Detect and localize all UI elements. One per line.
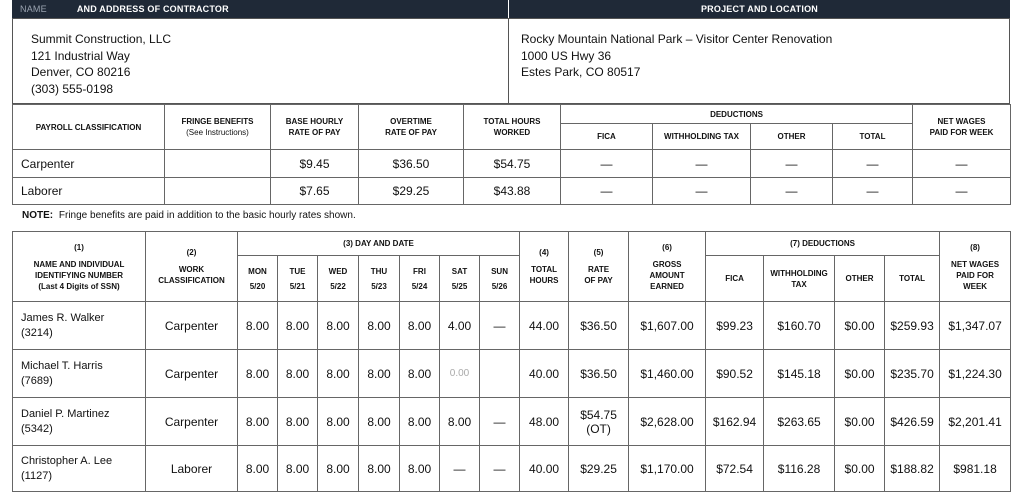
hours-tue: 8.00 — [278, 446, 318, 492]
rate-of-pay: $36.50 — [569, 302, 629, 350]
col-rate-header: (5) RATE OF PAY — [569, 232, 629, 302]
hours-fri: 8.00 — [400, 350, 440, 398]
hours-sat: 4.00 — [440, 302, 480, 350]
col-deductions-header: (7) DEDUCTIONS — [706, 232, 940, 256]
employee-row — [13, 446, 1011, 492]
project-line2: 1000 US Hwy 36 — [521, 48, 612, 63]
contractor-line2: 121 Industrial Way — [31, 48, 130, 63]
hours-sun: — — [480, 302, 520, 350]
contractor-line3: Denver, CO 80216 — [31, 65, 131, 79]
hours-wed: 8.00 — [318, 398, 359, 446]
project-header-bar — [509, 0, 1010, 18]
total-header: TOTAL — [885, 256, 940, 302]
gross-amount: $1,170.00 — [629, 446, 706, 492]
contractor-address — [12, 18, 509, 104]
withholding-header: WITHHOLDING TAX — [764, 256, 835, 302]
project-header-label: PROJECT AND LOCATION — [700, 4, 818, 14]
rate-net: — — [913, 150, 1011, 178]
withholding-amount: $160.70 — [764, 302, 835, 350]
contractor-line1: Summit Construction, LLC — [31, 32, 172, 46]
hours-sat: 0.00 — [440, 350, 480, 398]
hours-thu: 8.00 — [359, 302, 400, 350]
rate-hours: $43.88 — [464, 178, 561, 205]
hours-fri: 8.00 — [400, 302, 440, 350]
project-line1: Rocky Mountain National Park – Visitor Center Renovation — [521, 32, 833, 46]
payroll-table — [12, 231, 1011, 492]
rates-row — [13, 178, 1011, 205]
hours-sun: — — [480, 446, 520, 492]
project-address — [508, 18, 1010, 104]
note-text: Fringe benefits are paid in addition to the basic hourly rates shown. — [58, 210, 356, 221]
employee-row — [13, 350, 1011, 398]
hours-tue: 8.00 — [278, 302, 318, 350]
fica-amount: $162.94 — [706, 398, 764, 446]
rates-header-fringe: FRINGE BENEFITS (See Instructions) — [165, 105, 271, 150]
fica-header: FICA — [706, 256, 764, 302]
contractor-line4: (303) 555-0198 — [31, 81, 114, 96]
hours-sun — [480, 350, 520, 398]
hours-sun: — — [480, 398, 520, 446]
employee-id: (7689) — [21, 374, 53, 387]
employee-id: (3214) — [21, 326, 53, 339]
other-amount: $0.00 — [835, 398, 885, 446]
gross-amount: $1,607.00 — [629, 302, 706, 350]
employee-name-cell — [13, 446, 146, 492]
net-wages: $1,224.30 — [940, 350, 1011, 398]
rates-header-net: NET WAGES PAID FOR WEEK — [913, 105, 1011, 150]
work-classification: Laborer — [146, 446, 238, 492]
rate-classification: Laborer — [13, 178, 165, 205]
rates-header-fica: FICA — [561, 124, 653, 150]
total-deductions: $426.59 — [885, 398, 940, 446]
rate-overtime: $36.50 — [359, 150, 464, 178]
col-hours-header: (4) TOTAL HOURS — [520, 232, 569, 302]
rate-of-pay: $54.75 (OT) — [569, 398, 629, 446]
employee-row — [13, 302, 1011, 350]
col-name-header: (1) NAME AND INDIVIDUAL IDENTIFYING NUMBER (Last 4 Digits of SSN) — [13, 232, 146, 302]
payroll-form — [12, 0, 1010, 493]
withholding-amount: $263.65 — [764, 398, 835, 446]
hours-mon: 8.00 — [238, 446, 278, 492]
employee-id: (5342) — [21, 422, 53, 435]
fica-amount: $72.54 — [706, 446, 764, 492]
total-hours: 48.00 — [520, 398, 569, 446]
rate-net: — — [913, 178, 1011, 205]
rates-header-base: BASE HOURLY RATE OF PAY — [271, 105, 359, 150]
rates-header-classification: PAYROLL CLASSIFICATION — [13, 105, 165, 150]
rates-row — [13, 150, 1011, 178]
rate-classification: Carpenter — [13, 150, 165, 178]
employee-name: Michael T. Harris — [21, 359, 103, 372]
rate-overtime: $29.25 — [359, 178, 464, 205]
hours-wed: 8.00 — [318, 446, 359, 492]
rate-withholding: — — [653, 150, 751, 178]
rate-fringe — [165, 150, 271, 178]
hours-sat: 8.00 — [440, 398, 480, 446]
net-wages: $981.18 — [940, 446, 1011, 492]
rates-header-overtime: OVERTIME RATE OF PAY — [359, 105, 464, 150]
fica-amount: $99.23 — [706, 302, 764, 350]
day-header: MON 5/20 — [238, 256, 278, 302]
total-hours: 44.00 — [520, 302, 569, 350]
employee-name: James R. Walker — [21, 311, 105, 324]
rate-other: — — [751, 178, 833, 205]
day-header: SUN 5/26 — [480, 256, 520, 302]
rate-total: — — [833, 150, 913, 178]
hours-fri: 8.00 — [400, 446, 440, 492]
hours-thu: 8.00 — [359, 350, 400, 398]
rate-base: $7.65 — [271, 178, 359, 205]
rate-other: — — [751, 150, 833, 178]
work-classification: Carpenter — [146, 302, 238, 350]
hours-mon: 8.00 — [238, 302, 278, 350]
work-classification: Carpenter — [146, 350, 238, 398]
hours-tue: 8.00 — [278, 350, 318, 398]
hours-thu: 8.00 — [359, 446, 400, 492]
rate-base: $9.45 — [271, 150, 359, 178]
day-header: THU 5/23 — [359, 256, 400, 302]
col-gross-header: (6) GROSS AMOUNT EARNED — [629, 232, 706, 302]
net-wages: $2,201.41 — [940, 398, 1011, 446]
hours-fri: 8.00 — [400, 398, 440, 446]
rates-header-deductions: DEDUCTIONS — [561, 105, 913, 124]
hours-wed: 8.00 — [318, 302, 359, 350]
employee-name-cell — [13, 398, 146, 446]
hours-sat: — — [440, 446, 480, 492]
employee-name: Christopher A. Lee — [21, 454, 113, 467]
employee-row — [13, 398, 1011, 446]
contractor-header-label-a: NAME — [20, 4, 47, 14]
rate-fica: — — [561, 150, 653, 178]
day-header: FRI 5/24 — [400, 256, 440, 302]
other-header: OTHER — [835, 256, 885, 302]
withholding-amount: $145.18 — [764, 350, 835, 398]
note — [22, 210, 356, 221]
employee-id: (1127) — [21, 469, 52, 482]
total-deductions: $235.70 — [885, 350, 940, 398]
net-wages: $1,347.07 — [940, 302, 1011, 350]
col-work-header: (2) WORK CLASSIFICATION — [146, 232, 238, 302]
employee-name-cell — [13, 350, 146, 398]
employee-name-cell — [13, 302, 146, 350]
rate-total: — — [833, 178, 913, 205]
fica-amount: $90.52 — [706, 350, 764, 398]
other-amount: $0.00 — [835, 350, 885, 398]
rates-header-other: OTHER — [751, 124, 833, 150]
hours-wed: 8.00 — [318, 350, 359, 398]
contractor-header-label-b: AND ADDRESS OF CONTRACTOR — [76, 4, 229, 14]
day-header: SAT 5/25 — [440, 256, 480, 302]
employee-name: Daniel P. Martinez — [21, 407, 110, 420]
hours-tue: 8.00 — [278, 398, 318, 446]
day-header: TUE 5/21 — [278, 256, 318, 302]
note-label: NOTE: — [22, 210, 54, 221]
rate-of-pay: $29.25 — [569, 446, 629, 492]
rate-hours: $54.75 — [464, 150, 561, 178]
col-net-header: (8) NET WAGES PAID FOR WEEK — [940, 232, 1011, 302]
hours-mon: 8.00 — [238, 398, 278, 446]
rates-header-hours: TOTAL HOURS WORKED — [464, 105, 561, 150]
total-deductions: $259.93 — [885, 302, 940, 350]
total-deductions: $188.82 — [885, 446, 940, 492]
total-hours: 40.00 — [520, 350, 569, 398]
work-classification: Carpenter — [146, 398, 238, 446]
rate-fica: — — [561, 178, 653, 205]
rate-withholding: — — [653, 178, 751, 205]
withholding-amount: $116.28 — [764, 446, 835, 492]
total-hours: 40.00 — [520, 446, 569, 492]
hours-mon: 8.00 — [238, 350, 278, 398]
rates-header-withholding: WITHHOLDING TAX — [653, 124, 751, 150]
rate-of-pay: $36.50 — [569, 350, 629, 398]
project-line3: Estes Park, CO 80517 — [521, 65, 641, 79]
hours-thu: 8.00 — [359, 398, 400, 446]
gross-amount: $2,628.00 — [629, 398, 706, 446]
day-header: WED 5/22 — [318, 256, 359, 302]
other-amount: $0.00 — [835, 446, 885, 492]
rates-table — [12, 104, 1011, 205]
rates-header-total: TOTAL — [833, 124, 913, 150]
rate-fringe — [165, 178, 271, 205]
contractor-header-bar — [12, 0, 508, 18]
gross-amount: $1,460.00 — [629, 350, 706, 398]
col-days-header: (3) DAY AND DATE — [238, 232, 520, 256]
other-amount: $0.00 — [835, 302, 885, 350]
